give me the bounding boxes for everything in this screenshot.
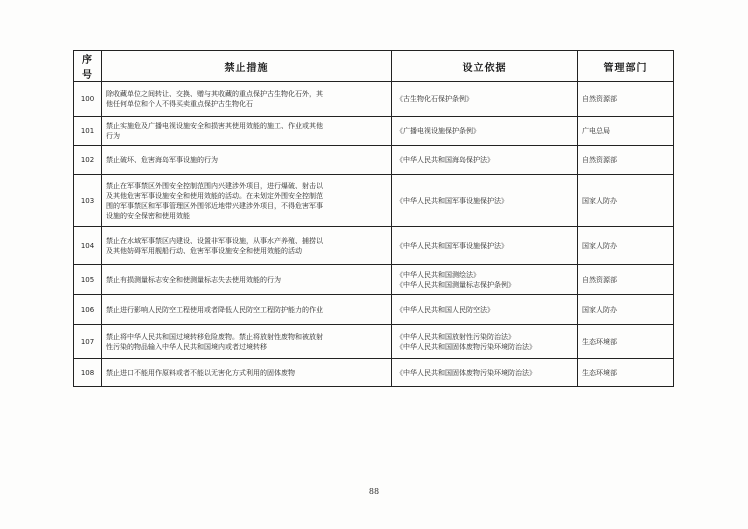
measure-line: 禁止破坏、危害海岛军事设施的行为 (106, 156, 218, 164)
basis-line: 《中华人民共和国放射性污染防治法》 (396, 332, 515, 341)
basis-line: 《中华人民共和国测量标志保护条例》 (396, 280, 515, 289)
row-measure (102, 227, 392, 265)
basis-line: 《中华人民共和国固体废物污染环境防治法》 (396, 368, 536, 377)
row-number: 102 (74, 146, 102, 175)
table-row (74, 359, 674, 387)
row-basis (392, 117, 578, 146)
table-row (74, 117, 674, 146)
table-row (74, 265, 674, 295)
row-basis (392, 175, 578, 227)
row-basis (392, 295, 578, 325)
measure-line: 除收藏单位之间转让、交换、赠与其收藏的重点保护古生物化石外，其 (106, 90, 323, 98)
basis-line: 《广播电视设施保护条例》 (396, 127, 480, 135)
header-dept: 管理部门 (578, 51, 674, 82)
row-measure (102, 359, 392, 387)
measure-line: 及其他危害军事设施安全和使用效能的活动。在未划定外围安全控制范 (106, 191, 323, 200)
row-dept: 国家人防办 (578, 295, 674, 325)
row-dept: 自然资源部 (578, 265, 674, 295)
row-measure (102, 117, 392, 146)
row-measure (102, 295, 392, 325)
prohibited-measures-table (73, 50, 674, 387)
basis-line: 《中华人民共和国人民防空法》 (396, 305, 494, 314)
basis-line: 《中华人民共和国测绘法》 (396, 270, 480, 279)
measure-line: 行为 (106, 132, 120, 140)
row-number: 106 (74, 295, 102, 325)
table-body (74, 82, 674, 387)
basis-line: 《中华人民共和国固体废物污染环境防治法》 (396, 342, 536, 351)
header-basis: 设立依据 (392, 51, 578, 82)
table-row (74, 175, 674, 227)
row-number: 107 (74, 325, 102, 359)
row-number: 108 (74, 359, 102, 387)
measure-line: 及其他妨碍军用舰船行动、危害军事设施安全和使用效能的活动 (106, 246, 302, 255)
header-num: 序号 (74, 51, 102, 82)
table-row (74, 295, 674, 325)
row-measure (102, 82, 392, 117)
header-measure: 禁止措施 (102, 51, 392, 82)
row-measure (102, 146, 392, 175)
measure-line: 围的军事禁区和军事管理区外围邻近地带兴建涉外项目，不得危害军事 (106, 201, 323, 210)
measure-line: 禁止在水域军事禁区内建设、设置非军事设施，从事水产养殖、捕捞以 (106, 236, 323, 245)
row-dept: 国家人防办 (578, 175, 674, 227)
basis-line: 《中华人民共和国军事设施保护法》 (396, 241, 508, 250)
row-number: 101 (74, 117, 102, 146)
row-measure (102, 325, 392, 359)
row-dept: 自然资源部 (578, 82, 674, 117)
table-header-row (74, 51, 674, 82)
measure-line: 设施的安全保密和使用效能 (106, 211, 190, 220)
measure-line: 禁止实施危及广播电视设施安全和损害其使用效能的施工、作业或其他 (106, 122, 323, 130)
row-dept: 生态环境部 (578, 325, 674, 359)
row-basis (392, 146, 578, 175)
row-number: 103 (74, 175, 102, 227)
row-basis (392, 227, 578, 265)
measure-line: 禁止进口不能用作原料或者不能以无害化方式利用的固体废物 (106, 368, 295, 377)
row-basis (392, 359, 578, 387)
basis-line: 《古生物化石保护条例》 (396, 95, 473, 103)
measure-line: 禁止将中华人民共和国过境转移危险废物。禁止将放射性废物和被放射 (106, 332, 323, 341)
row-measure (102, 265, 392, 295)
table-row (74, 227, 674, 265)
basis-line: 《中华人民共和国海岛保护法》 (396, 156, 494, 164)
row-number: 100 (74, 82, 102, 117)
measure-line: 性污染的物品输入中华人民共和国境内或者过境转移 (106, 342, 267, 351)
basis-line: 《中华人民共和国军事设施保护法》 (396, 196, 508, 205)
row-dept: 国家人防办 (578, 227, 674, 265)
table-row (74, 146, 674, 175)
row-number: 105 (74, 265, 102, 295)
row-measure (102, 175, 392, 227)
row-dept: 生态环境部 (578, 359, 674, 387)
row-dept: 自然资源部 (578, 146, 674, 175)
measure-line: 禁止有损测量标志安全和使测量标志失去使用效能的行为 (106, 275, 281, 284)
page-number: 88 (368, 487, 380, 496)
measure-line: 禁止进行影响人民防空工程使用或者降低人民防空工程防护能力的作业 (106, 305, 323, 314)
row-number: 104 (74, 227, 102, 265)
measure-line: 他任何单位和个人不得买卖重点保护古生物化石 (106, 100, 253, 108)
measure-line: 禁止在军事禁区外围安全控制范围内兴建涉外项目，进行爆破、射击以 (106, 181, 323, 190)
row-basis (392, 265, 578, 295)
row-dept: 广电总局 (578, 117, 674, 146)
row-basis (392, 325, 578, 359)
row-basis (392, 82, 578, 117)
table-row (74, 325, 674, 359)
table-row (74, 82, 674, 117)
